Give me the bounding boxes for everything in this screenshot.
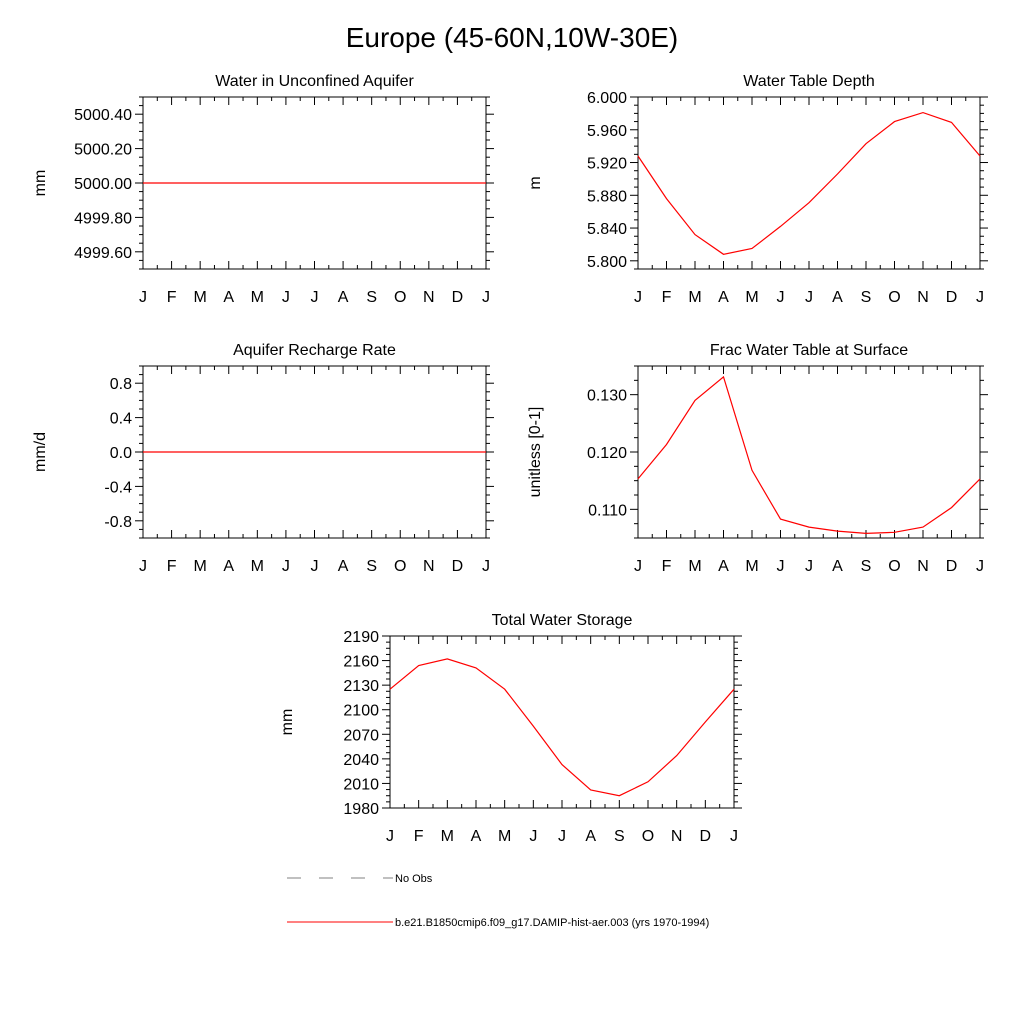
- y-tick-label: 5.880: [586, 188, 627, 206]
- y-tick-label: 5.960: [586, 122, 627, 140]
- x-tick-label: O: [888, 289, 901, 306]
- x-tick-label: S: [366, 558, 378, 575]
- x-tick-label: J: [310, 558, 319, 575]
- y-tick-label: 2070: [343, 727, 379, 745]
- x-tick-label: M: [193, 289, 207, 306]
- y-tick-label: 2100: [343, 702, 379, 720]
- x-tick-label: S: [613, 828, 625, 845]
- x-tick-label: J: [482, 289, 490, 306]
- x-tick-label: D: [945, 558, 958, 575]
- x-tick-label: N: [423, 558, 435, 575]
- series-line: [390, 659, 734, 796]
- x-tick-label: N: [423, 289, 435, 306]
- y-tick-label: 1980: [343, 801, 379, 818]
- y-tick-label: 2190: [343, 629, 379, 646]
- x-tick-label: J: [529, 828, 538, 845]
- y-tick-label: 5000.00: [74, 176, 132, 193]
- x-tick-label: M: [688, 289, 702, 306]
- x-tick-label: M: [440, 828, 454, 845]
- y-tick-label: 0.120: [586, 445, 627, 462]
- x-tick-label: F: [166, 558, 177, 575]
- x-tick-label: F: [166, 289, 177, 306]
- x-tick-label: O: [641, 828, 655, 845]
- x-tick-label: S: [860, 558, 872, 575]
- y-tick-label: 2040: [343, 751, 379, 769]
- x-tick-label: J: [805, 558, 813, 575]
- x-tick-label: S: [366, 289, 378, 306]
- plot-frame: [638, 366, 980, 538]
- x-tick-label: S: [860, 289, 872, 306]
- x-tick-label: O: [394, 289, 407, 306]
- figure-title: Europe (45-60N,10W-30E): [345, 22, 679, 53]
- x-tick-label: D: [451, 558, 464, 575]
- x-tick-label: D: [451, 289, 464, 306]
- x-tick-label: A: [718, 289, 729, 306]
- x-tick-label: A: [223, 558, 235, 575]
- panel-3: [32, 342, 494, 575]
- x-tick-label: J: [805, 289, 813, 306]
- x-tick-label: O: [888, 558, 901, 575]
- x-tick-label: M: [250, 558, 264, 575]
- x-tick-label: J: [281, 558, 290, 575]
- x-tick-label: D: [699, 828, 712, 845]
- y-tick-label: 6.000: [586, 90, 627, 107]
- x-tick-label: F: [413, 828, 424, 845]
- x-tick-label: A: [337, 289, 349, 306]
- x-tick-label: M: [193, 558, 207, 575]
- panel-title: Water in Unconfined Aquifer: [215, 73, 414, 90]
- y-tick-label: 2130: [343, 678, 379, 696]
- y-axis-label: mm/d: [32, 432, 49, 472]
- x-tick-label: J: [976, 289, 984, 306]
- x-tick-label: J: [634, 289, 642, 306]
- y-tick-label: 2010: [343, 776, 379, 794]
- x-tick-label: J: [310, 289, 319, 306]
- x-tick-label: J: [776, 558, 785, 575]
- panel-title: Total Water Storage: [491, 612, 633, 629]
- x-tick-label: J: [482, 558, 490, 575]
- y-tick-label: 5000.20: [74, 141, 132, 159]
- x-tick-label: J: [558, 828, 566, 845]
- series-line: [638, 113, 980, 255]
- x-tick-label: M: [745, 289, 759, 306]
- y-tick-label: 5.920: [586, 155, 627, 173]
- x-tick-label: F: [661, 558, 672, 575]
- panel-2: [527, 73, 988, 306]
- x-tick-label: M: [250, 289, 264, 306]
- y-tick-label: 4999.60: [74, 244, 132, 262]
- legend-label: No Obs: [395, 873, 433, 885]
- x-tick-label: N: [917, 289, 929, 306]
- x-tick-label: A: [337, 558, 349, 575]
- x-tick-label: M: [498, 828, 512, 845]
- y-tick-label: 4999.80: [74, 210, 132, 228]
- y-axis-label: m: [527, 176, 544, 190]
- y-tick-label: -0.8: [104, 513, 132, 531]
- x-tick-label: A: [832, 289, 843, 306]
- y-tick-label: 5.840: [586, 221, 627, 239]
- y-axis-label: unitless [0-1]: [527, 406, 544, 498]
- panel-title: Frac Water Table at Surface: [709, 342, 909, 359]
- y-tick-label: 2160: [343, 653, 379, 671]
- plot-frame: [638, 97, 980, 269]
- panel-title: Aquifer Recharge Rate: [233, 342, 396, 359]
- y-tick-label: 0.4: [109, 410, 132, 428]
- panel-5: [279, 612, 742, 845]
- y-tick-label: 5000.40: [74, 107, 132, 125]
- x-tick-label: D: [945, 289, 958, 306]
- x-tick-label: J: [281, 289, 290, 306]
- x-tick-label: A: [585, 828, 597, 845]
- x-tick-label: J: [730, 828, 738, 845]
- panel-title: Water Table Depth: [743, 73, 875, 90]
- x-tick-label: A: [832, 558, 843, 575]
- x-tick-label: M: [688, 558, 702, 575]
- y-tick-label: 0.8: [109, 376, 132, 394]
- panel-1: [32, 73, 494, 306]
- x-tick-label: M: [745, 558, 759, 575]
- plot-frame: [390, 636, 734, 808]
- legend-label: b.e21.B1850cmip6.f09_g17.DAMIP-hist-aer.003 (yrs 1970-1994): [395, 917, 710, 929]
- x-tick-label: J: [976, 558, 984, 575]
- y-tick-label: -0.4: [104, 479, 132, 497]
- x-tick-label: A: [470, 828, 482, 845]
- panel-4: [527, 342, 988, 575]
- x-tick-label: F: [661, 289, 672, 306]
- y-tick-label: 5.800: [586, 253, 627, 271]
- x-tick-label: J: [139, 558, 147, 575]
- y-tick-label: 0.130: [586, 387, 627, 405]
- x-tick-label: N: [917, 558, 929, 575]
- series-line: [638, 377, 980, 534]
- x-tick-label: N: [670, 828, 683, 845]
- y-tick-label: 0.110: [588, 502, 627, 520]
- x-tick-label: J: [139, 289, 147, 306]
- y-axis-label: mm: [32, 169, 49, 197]
- x-tick-label: O: [394, 558, 407, 575]
- x-tick-label: A: [718, 558, 729, 575]
- x-tick-label: J: [386, 828, 394, 845]
- x-tick-label: A: [223, 289, 235, 306]
- x-tick-label: J: [634, 558, 642, 575]
- y-tick-label: 0.0: [109, 445, 132, 462]
- y-axis-label: mm: [279, 708, 296, 736]
- legend: [287, 873, 709, 929]
- x-tick-label: J: [776, 289, 785, 306]
